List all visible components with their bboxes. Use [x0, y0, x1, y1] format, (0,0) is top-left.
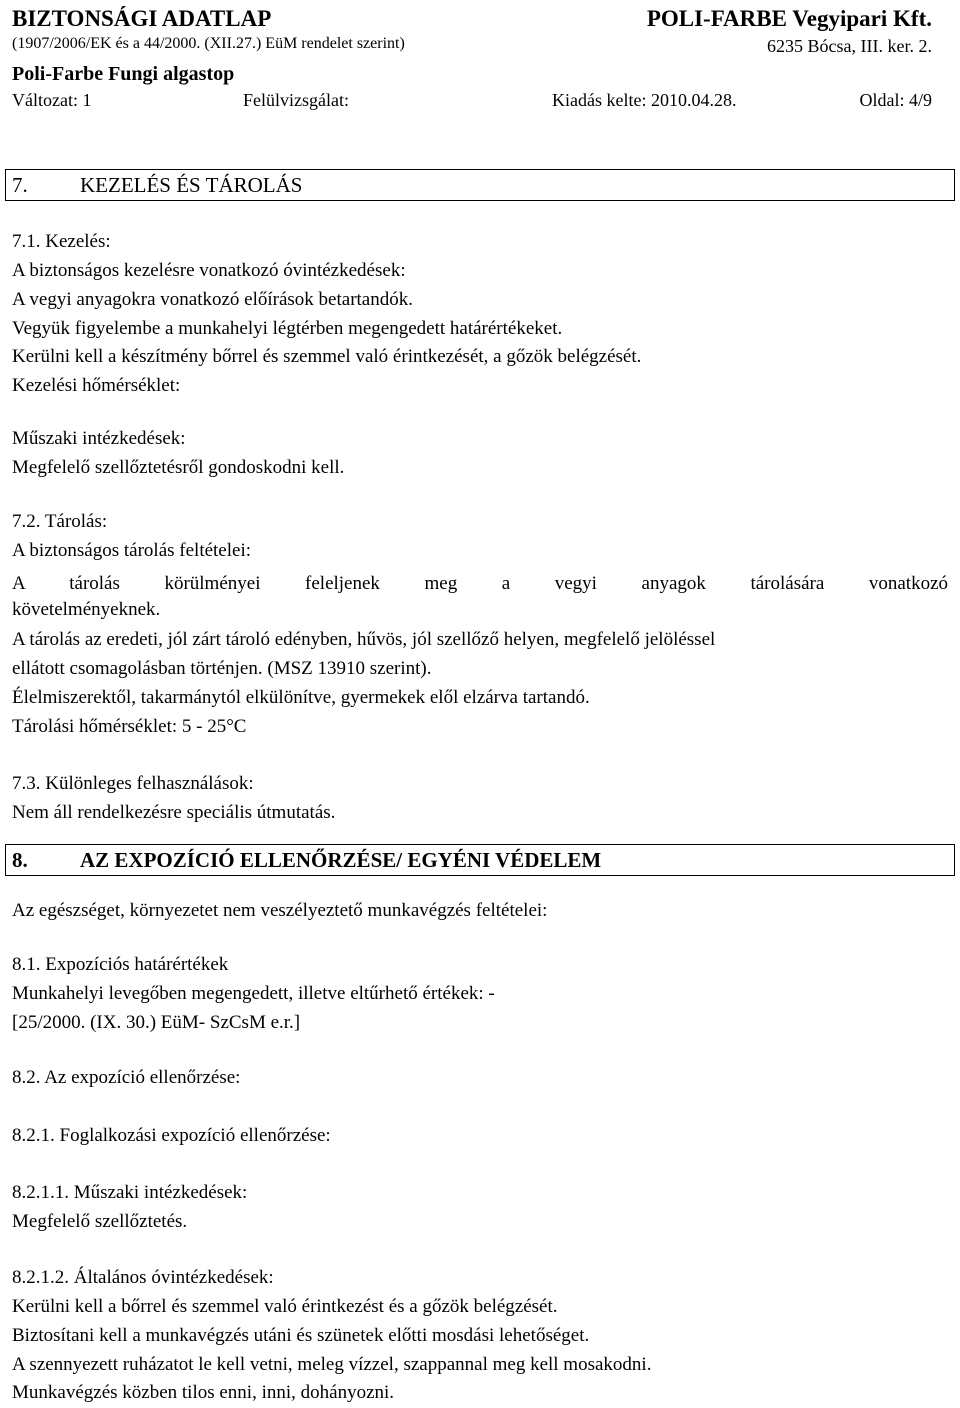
- version-label: Változat: 1: [12, 90, 92, 110]
- subsection-8-1-title: 8.1. Expozíciós határértékek: [12, 954, 229, 975]
- subsection-8-2-1-title: 8.2.1. Foglalkozási expozíció ellenőrzése:: [12, 1125, 331, 1146]
- text-line: Munkavégzés közben tilos enni, inni, dohányozni.: [12, 1382, 395, 1403]
- company-name: POLI-FARBE Vegyipari Kft.: [646, 6, 932, 31]
- text-line: A tárolás az eredeti, jól zárt tároló edényben, hűvös, jól szellőző helyen, megfelelő jelöléssel: [12, 629, 716, 650]
- text-line: A szennyezett ruházatot le kell vetni, meleg vízzel, szappannal meg kell mosakodni.: [12, 1354, 652, 1375]
- text-line: Élelmiszerektől, takarmánytól elkülönítve, gyermekek elől elzárva tartandó.: [12, 687, 590, 708]
- subsection-7-2-title: 7.2. Tárolás:: [12, 511, 108, 532]
- section-8-intro: Az egészséget, környezetet nem veszélyeztető munkavégzés feltételei:: [12, 900, 548, 921]
- text-line: A vegyi anyagokra vonatkozó előírások betartandók.: [12, 289, 413, 310]
- document-title: BIZTONSÁGI ADATLAP: [12, 6, 272, 31]
- storage-temperature: Tárolási hőmérséklet: 5 - 25°C: [12, 716, 247, 737]
- storage-justified-line: A tárolás körülményei feleljenek meg a vegyi anyagok tárolására vonatkozó: [12, 573, 948, 594]
- text-line: Munkahelyi levegőben megengedett, illetve eltűrhető értékek: -: [12, 983, 495, 1004]
- text-line: [25/2000. (IX. 30.) EüM- SzCsM e.r.]: [12, 1012, 301, 1033]
- page-number: Oldal: 4/9: [859, 90, 932, 110]
- issue-date: Kiadás kelte: 2010.04.28.: [552, 90, 737, 110]
- revision-label: Felülvizsgálat:: [243, 90, 349, 110]
- storage-conditions-title: A biztonságos tárolás feltételei:: [12, 540, 252, 561]
- company-address: 6235 Bócsa, III. ker. 2.: [767, 36, 932, 56]
- section-7-number: 7.: [12, 173, 28, 197]
- text-line: Kerülni kell a készítmény bőrrel és szemmel való érintkezését, a gőzök belégzését.: [12, 346, 642, 367]
- section-7-heading: [5, 169, 955, 201]
- text-line: Megfelelő szellőztetés.: [12, 1211, 188, 1232]
- subsection-8-2-1-1-title: 8.2.1.1. Műszaki intézkedések:: [12, 1182, 248, 1203]
- regulation-note: (1907/2006/EK és a 44/2000. (XII.27.) EüM rendelet szerint): [12, 35, 405, 52]
- section-8-title: AZ EXPOZÍCIÓ ELLENŐRZÉSE/ EGYÉNI VÉDELEM: [80, 848, 602, 872]
- text-line: követelményeknek.: [12, 599, 161, 620]
- text-line: ellátott csomagolásban történjen. (MSZ 13910 szerint).: [12, 658, 432, 679]
- section-8-heading: [5, 844, 955, 876]
- section-7-title: KEZELÉS ÉS TÁROLÁS: [80, 173, 303, 197]
- text-line: Biztosítani kell a munkavégzés utáni és szünetek előtti mosdási lehetőséget.: [12, 1325, 590, 1346]
- subsection-8-2-1-2-title: 8.2.1.2. Általános óvintézkedések:: [12, 1267, 274, 1288]
- section-8-number: 8.: [12, 848, 28, 872]
- text-line: A biztonságos kezelésre vonatkozó óvintézkedések:: [12, 260, 406, 281]
- subsection-7-3-title: 7.3. Különleges felhasználások:: [12, 773, 254, 794]
- subsection-8-2-title: 8.2. Az expozíció ellenőrzése:: [12, 1067, 241, 1088]
- subsection-7-1-title: 7.1. Kezelés:: [12, 231, 111, 252]
- text-line: Kezelési hőmérséklet:: [12, 375, 181, 396]
- text-line: Vegyük figyelembe a munkahelyi légtérben megengedett határértékeket.: [12, 318, 563, 339]
- text-line: Kerülni kell a bőrrel és szemmel való érintkezést és a gőzök belégzését.: [12, 1296, 558, 1317]
- text-line: Nem áll rendelkezésre speciális útmutatás.: [12, 802, 336, 823]
- technical-measures-title: Műszaki intézkedések:: [12, 428, 186, 449]
- product-name: Poli-Farbe Fungi algastop: [12, 63, 235, 85]
- technical-measures-text: Megfelelő szellőztetésről gondoskodni kell.: [12, 457, 345, 478]
